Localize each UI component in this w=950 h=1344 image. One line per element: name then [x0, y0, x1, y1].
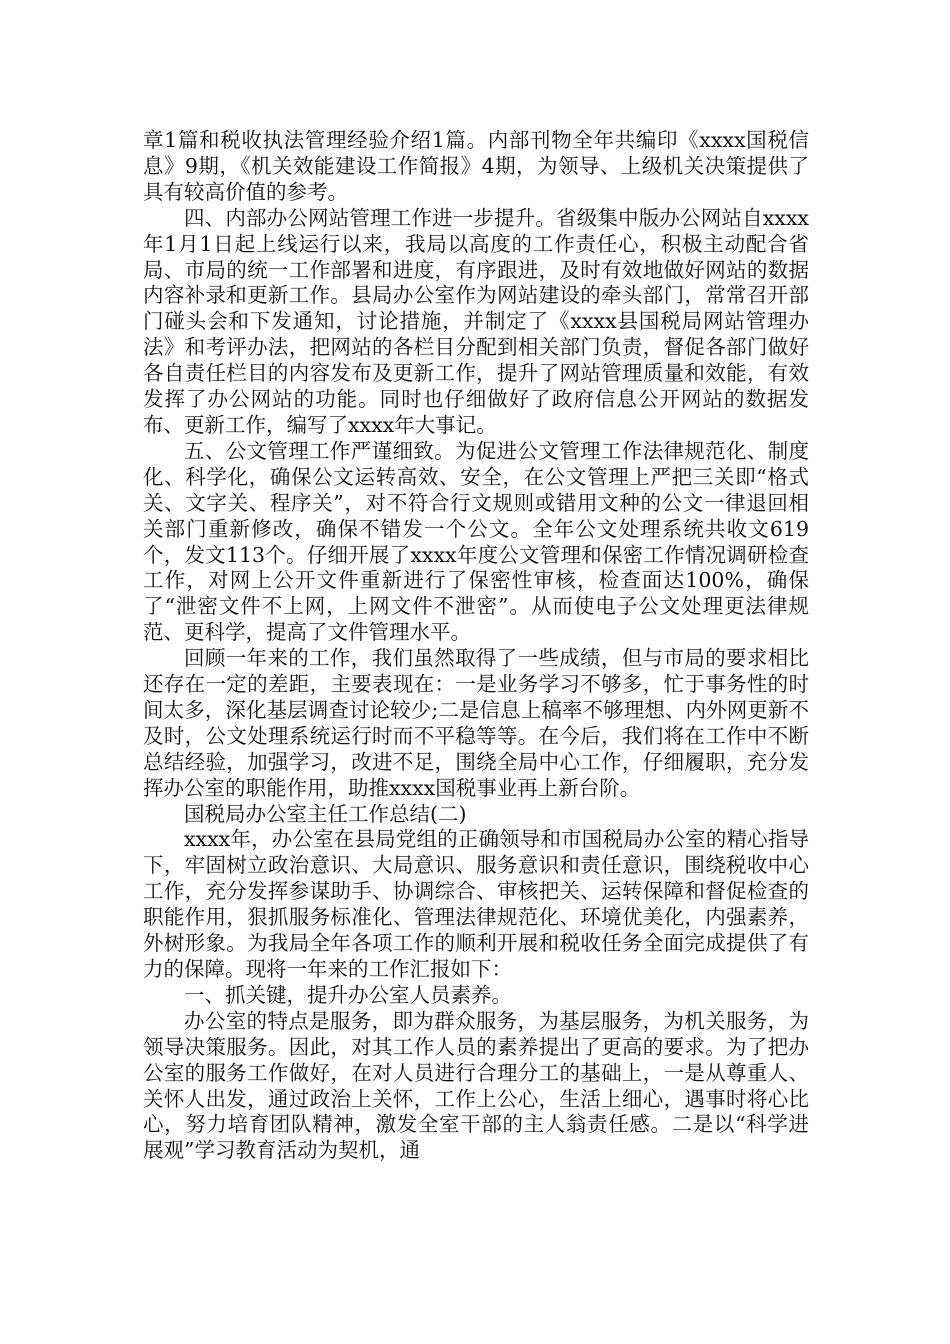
paragraph-continued: 章1篇和税收执法管理经验介绍1篇。内部刊物全年共编印《xxxx国税信息》9期，《机关效能建设工作简报》4期，为领导、上级机关决策提供了具有较高价值的参考。 [143, 128, 809, 204]
subsection-heading: 一、抓关键，提升办公室人员素养。 [184, 982, 512, 1007]
paragraph-website-management: 四、内部办公网站管理工作进一步提升。省级集中版办公网站自xxxx年1月1日起上线运行以来，我局以高度的工作责任心，积极主动配合省局、市局的统一工作部署和进度，有序跟进，及时有效地做好网站的数据内容补录和更新工作。县局办公室作为网站建设的牵头部门，常常召开部门碰头会和下发通知，讨论措施，并制定了《xxxx县国税局网站管理办法》和考评办法，把网站的各栏目分配到相关部门负责，督促各部门做好各自责任栏目的内容发布及更新工作，提升了网站管理质量和效能，有效发挥了办公网站的功能。同时也仔细做好了政府信息公开网站的数据发布、更新工作，编写了xxxx年大事记。 [143, 205, 809, 437]
document-body [143, 128, 809, 1164]
paragraph-intro: xxxx年，办公室在县局党组的正确领导和市国税局办公室的精心指导下，牢固树立政治意识、大局意识、服务意识和责任意识，围绕税收中心工作，充分发挥参谋助手、协调综合、审核把关、运转保障和督促检查的职能作用，狠抓服务标准化、管理法律规范化、环境优美化，内强素养，外树形象。为我局全年各项工作的顺利开展和税收任务全面完成提供了有力的保障。现将一年来的工作汇报如下： [143, 827, 809, 981]
paragraph-review: 回顾一年来的工作，我们虽然取得了一些成绩，但与市局的要求相比还存在一定的差距，主要表现在：一是业务学习不够多，忙于事务性的时间太多，深化基层调查讨论较少;二是信息上稿率不够理想、内外网更新不及时，公文处理系统运行时而不平稳等等。在今后，我们将在工作中不断总结经验，加强学习，改进不足，围绕全局中心工作，仔细履职，充分发挥办公室的职能作用，助推xxxx国税事业再上新台阶。 [143, 646, 809, 800]
paragraph-staff-quality: 办公室的特点是服务，即为群众服务，为基层服务，为机关服务，为领导决策服务。因此，对其工作人员的素养提出了更高的要求。为了把办公室的服务工作做好，在对人员进行合理分工的基础上，一是从尊重人、关怀人出发，通过政治上关怀，工作上公心，生活上细心，遇事时将心比心，努力培育团队精神，激发全室干部的主人翁责任感。二是以“科学进展观”学习教育活动为契机，通 [143, 1008, 809, 1163]
section-heading: 国税局办公室主任工作总结(二) [184, 801, 467, 826]
paragraph-document-management: 五、公文管理工作严谨细致。为促进公文管理工作法律规范化、制度化、科学化，确保公文运转高效、安全，在公文管理上严把三关即“格式关、文字关、程序关”，对不符合行文规则或错用文种的公文一律退回相关部门重新修改，确保不错发一个公文。全年公文处理系统共收文619个，发文113个。仔细开展了xxxx年度公文管理和保密工作情况调研检查工作，对网上公开文件重新进行了保密性审核，检查面达100%，确保了“泄密文件不上网，上网文件不泄密”。从而使电子公文处理更法律规范、更科学，提高了文件管理水平。 [143, 438, 809, 645]
